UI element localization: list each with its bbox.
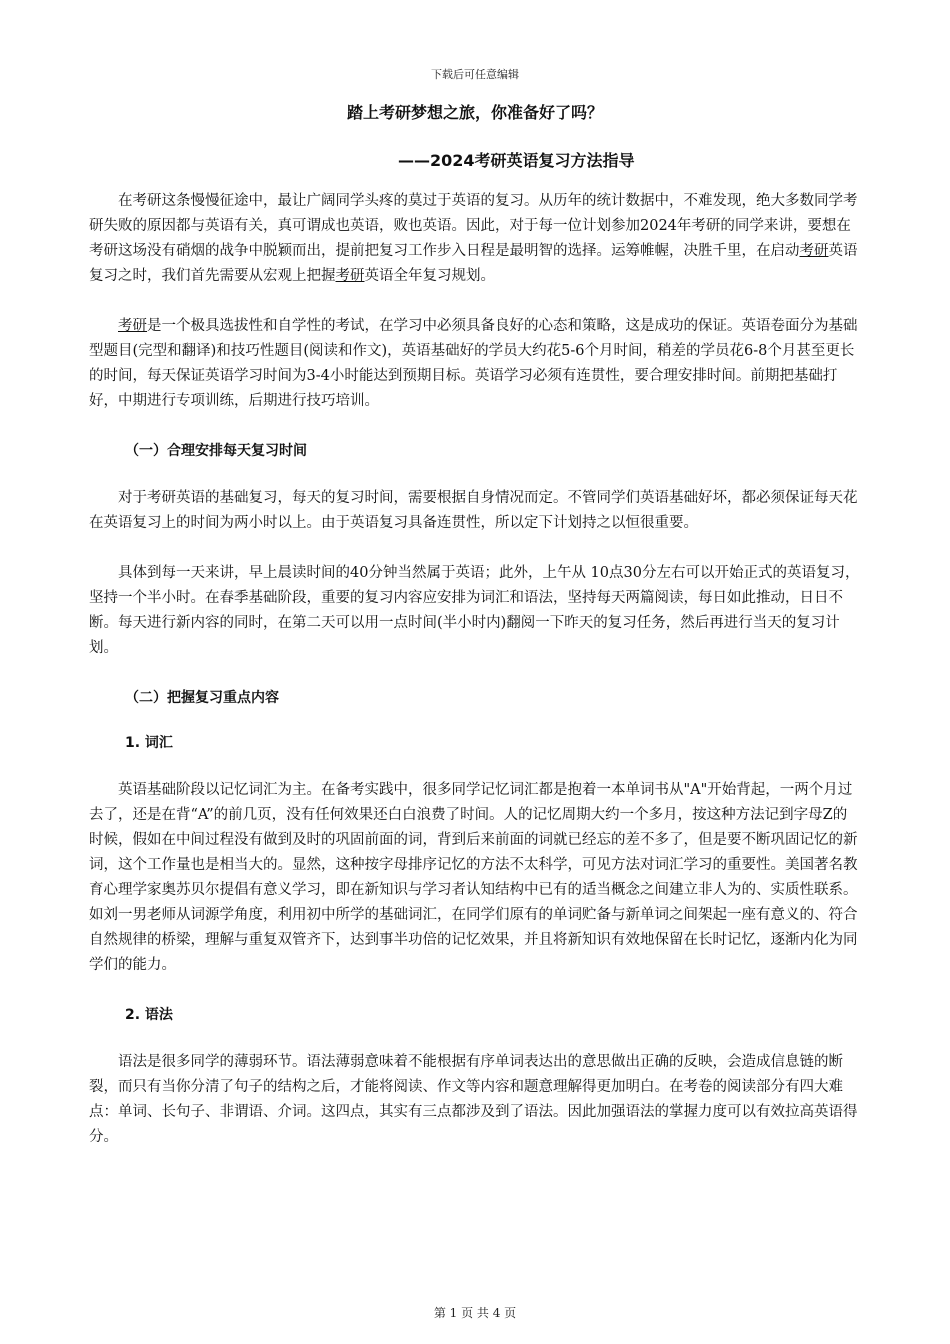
document-subtitle: ——2024考研英语复习方法指导 (398, 151, 635, 170)
document-body (89, 189, 861, 1150)
paragraph-intro: 在考研这条慢慢征途中，最让广阔同学头疼的莫过于英语的复习。从历年的统计数据中，不难发现，绝大多数同学考研失败的原因都与英语有关，真可谓成也英语，败也英语。因此，对于每一位计划参加2024年考研的同学来讲，要想在考研这场没有硝烟的战争中脱颖而出，提前把复习工作步入日程是最明智的选择。运筹帷幄，决胜千里，在启动考研英语复习之时，我们首先需要从宏观上把握考研英语全年复习规划。 (89, 193, 858, 284)
paragraph-vocabulary: 英语基础阶段以记忆词汇为主。在备考实践中，很多同学记忆词汇都是抱着一本单词书从"A"开始背起，一两个月过去了，还是在背“A”的前几页，没有任何效果还白白浪费了时间。人的记忆周期大约一个多月，按这种方法记到字母Z的时候，假如在中间过程没有做到及时的巩固前面的词，背到后来前面的词就已经忘的差不多了，但是要不断巩固记忆的新词，这个工作量也是相当大的。显然，这种按字母排序记忆的方法不太科学，可见方法对词汇学习的重要性。美国著名教育心理学家奥苏贝尔提倡有意义学习，即在新知识与学习者认知结构中已有的适当概念之间建立非人为的、实质性联系。如刘一男老师从词源学角度，利用初中所学的基础词汇，在同学们原有的单词贮备与新单词之间架起一座有意义的、符合自然规律的桥梁，理解与重复双管齐下，达到事半功倍的记忆效果，并且将新知识有效地保留在长时记忆，逐渐内化为同学们的能力。 (89, 782, 858, 973)
keyword-link[interactable]: 考研 (118, 318, 147, 334)
paragraph-daily-schedule: 具体到每一天来讲，早上晨读时间的40分钟当然属于英语；此外，上午从 10点30分左右可以开始正式的英语复习，坚持一个半小时。在春季基础阶段，重要的复习内容应安排为词汇和语法，坚持每天两篇阅读，每日如此推动，日日不断。每天进行新内容的同时，在第二天可以用一点时间(半小时内)翻阅一下昨天的复习任务，然后再进行当天的复习计划。 (89, 565, 860, 656)
section-heading-1: （一）合理安排每天复习时间 (125, 443, 307, 459)
keyword-link[interactable]: 考研 (799, 243, 829, 259)
paragraph-daily-time: 对于考研英语的基础复习，每天的复习时间，需要根据自身情况而定。不管同学们英语基础好坏，都必须保证每天花在英语复习上的时间为两小时以上。由于英语复习具备连贯性，所以定下计划持之以恒很重要。 (89, 490, 858, 531)
paragraph-grammar: 语法是很多同学的薄弱环节。语法薄弱意味着不能根据有序单词表达出的意思做出正确的反映，会造成信息链的断裂，而只有当你分清了句子的结构之后，才能将阅读、作文等内容和题意理解得更加明白。在考卷的阅读部分有四大难点：单词、长句子、非谓语、介词。这四点，其实有三点都涉及到了语法。因此加强语法的掌握力度可以有效拉高英语得分。 (89, 1054, 858, 1145)
document-title: 踏上考研梦想之旅，你准备好了吗？ (346, 103, 603, 122)
subsection-heading-grammar: 2. 语法 (125, 1007, 173, 1023)
paragraph-overview: 考研是一个极具选拔性和自学性的考试，在学习中必须具备良好的心态和策略，这是成功的保证。英语卷面分为基础型题目(完型和翻译)和技巧性题目(阅读和作文)，英语基础好的学员大约花5-6个月时间，稍差的学员花6-8个月甚至更长的时间，每天保证英语学习时间为3-4小时能达到预期目标。英语学习必须有连贯性，要合理安排时间。前期把基础打好，中期进行专项训练，后期进行技巧培训。 (89, 318, 858, 409)
subsection-heading-vocabulary: 1. 词汇 (125, 735, 173, 751)
page-number: 第 1 页 共 4 页 (433, 1306, 517, 1320)
header-note: 下载后可任意编辑 (431, 68, 519, 81)
keyword-link[interactable]: 考研 (335, 268, 365, 284)
section-heading-2: （二）把握复习重点内容 (125, 690, 279, 706)
